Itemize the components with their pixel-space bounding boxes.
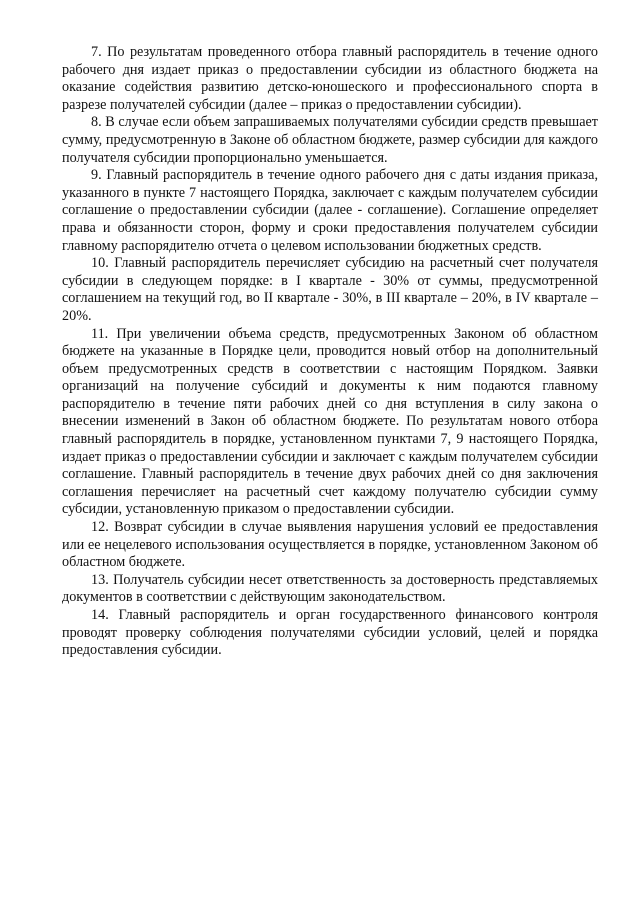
paragraph-14: 14. Главный распорядитель и орган государственного финансового контроля проводят проверку соблюдения получателями субсидии условий, целей и порядка предоставления субсидии. <box>62 607 598 659</box>
paragraph-12: 12. Возврат субсидии в случае выявления нарушения условий ее предоставления или ее нецелевого использования осуществляется в порядке, установленном Законом об областном бюджете. <box>62 519 598 571</box>
paragraph-11: 11. При увеличении объема средств, предусмотренных Законом об областном бюджете на указанные в Порядке цели, проводится новый отбор на дополнительный объем предусмотренных средств в соответствии с настоящим Порядком. Заявки организаций на получение субсидий и документы к ним подаются главному распорядителю в течение пяти рабочих дней со дня вступления в силу закона о внесении изменений в Закон об областном бюджете. По результатам нового отбора главный распорядитель в порядке, установленном пунктами 7, 9 настоящего Порядка, издает приказ о предоставлении субсидии и заключает с каждым получателем субсидии соглашение. Главный распорядитель в течение двух рабочих дней со дня заключения соглашения перечисляет на расчетный счет каждому получателю субсидии сумму субсидии, установленную приказом о предоставлении субсидии. <box>62 325 598 518</box>
paragraph-8: 8. В случае если объем запрашиваемых получателями субсидии средств превышает сумму, предусмотренную в Законе об областном бюджете, размер субсидии для каждого получателя субсидии пропорционально уменьшается. <box>62 114 598 166</box>
document-page <box>62 44 598 660</box>
paragraph-13: 13. Получатель субсидии несет ответственность за достоверность представляемых документов в соответствии с действующим законодательством. <box>62 571 598 606</box>
paragraph-9: 9. Главный распорядитель в течение одного рабочего дня с даты издания приказа, указанного в пункте 7 настоящего Порядка, заключает с каждым получателем субсидии соглашение о предоставлении субсидии (далее - соглашение). Соглашение определяет права и обязанности сторон, форму и сроки предоставления получателем субсидии главному распорядителю отчета о целевом использовании бюджетных средств. <box>62 167 598 254</box>
paragraph-7: 7. По результатам проведенного отбора главный распорядитель в течение одного рабочего дня издает приказ о предоставлении субсидии из областного бюджета на оказание содействия развитию детско-юношеского и профессионального спорта в разрезе получателей субсидии (далее – приказ о предоставлении субсидии). <box>62 44 598 113</box>
paragraph-10: 10. Главный распорядитель перечисляет субсидию на расчетный счет получателя субсидии в следующем порядке: в I квартале - 30% от суммы, предусмотренной соглашением на текущий год, во II квартале - 30%, в III квартале – 20%, в IV квартале – 20%. <box>62 255 598 324</box>
